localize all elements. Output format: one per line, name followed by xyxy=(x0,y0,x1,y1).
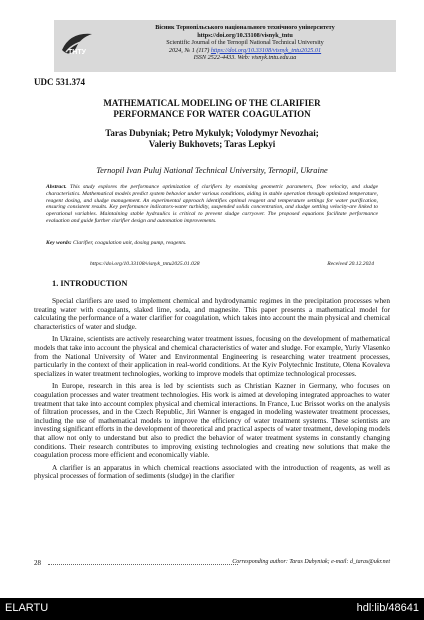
affiliation: Ternopil Ivan Puluj National Technical University, Ternopil, Ukraine xyxy=(96,166,328,175)
paragraph: A clarifier is an apparatus in which chemical reactions associated with the introduction of reagents, as well as physical processes of formation of sediments (sludge) in the clarifier xyxy=(34,462,390,481)
issn-line: ISSN 2522-4433. Web: visnyk.tntu.edu.ua xyxy=(193,54,297,62)
journal-header-text xyxy=(98,24,392,62)
keywords-text: Clarifier, coagulation unit, dosing pump, reagents. xyxy=(73,240,187,246)
udc-code: UDC 531.374 xyxy=(34,77,85,87)
paper-title xyxy=(34,98,390,120)
page-number: 28 xyxy=(34,559,41,567)
authors-line: Valeriy Bukhovets; Taras Lepkyi xyxy=(148,139,276,149)
author-list xyxy=(34,128,390,150)
journal-url[interactable]: https://doi.org/10.33108/visnyk_tntu xyxy=(197,31,293,39)
issue-link[interactable]: https://doi.org/10.33108/visnyk_tntu2025.01 xyxy=(210,46,322,54)
paragraph: Special clarifiers are used to implement chemical and hydrodynamic regimes in the precipitation processes when treating water with coagulants, slaked lime, soda, and magnesite. This paper presents a mathematical model for calculating the performance of a water clarifier for coagulation, which takes into account the main physical and chemical characteristics of water and sludge. xyxy=(34,296,390,331)
received-date: Received 20.12.2024 xyxy=(327,261,374,267)
authors-line: Taras Dubyniak; Petro Mykulyk; Volodymyr Nevozhai; xyxy=(105,128,319,138)
issue-text: 2024, № 1 (117) xyxy=(168,46,210,54)
repository-name: ELARTU xyxy=(5,602,49,614)
paragraph: In Europe, research in this area is led by scientists such as Christian Kazner in Germany, who focuses on coagulation processes and water treatment technologies. His work is aimed at developing integrated approaches to water treatment that take into account complex physical and chemical interactions. In France, Luc Brissot works on the analysis of filtration processes, and in the Czech Republic, Jiri Wanner is engaged in modeling wastewater treatment processes, including the use of mathematical models to improve the efficiency of water treatment systems. These scientists are investing significant efforts in the development of theoretical and practical aspects of water treatment, developing models that allow not only to understand but also to predict the behavior of water treatment systems in constantly changing conditions. Their research contributes to improving existing technologies and creating new solutions that make the coagulation process more efficient and economically viable. xyxy=(34,381,390,460)
section-heading: 1. INTRODUCTION xyxy=(52,279,128,288)
doi-row xyxy=(90,261,374,267)
handle-id: hdl:lib/48641 xyxy=(356,602,419,614)
university-logo-icon xyxy=(60,28,94,62)
journal-title-ua: Вісник Тернопільського національного технічного університету xyxy=(155,24,335,31)
paragraph: In Ukraine, scientists are actively researching water treatment issues, focusing on the development of mathematical models that take into account the physical and chemical characteristics of water and sludge. For example, Yuriy Vlasenko from the National University of Water and Environmental Engineering is researching water treatment processes, particularly in the context of their application in real-world conditions. At the Kyiv Polytechnic Institute, Olena Kovaleva specializes in water treatment technologies, working to improve models that optimize technological processes. xyxy=(34,334,390,378)
abstract-label: Abstract. xyxy=(46,184,67,190)
title-line: PERFORMANCE FOR WATER COAGULATION xyxy=(113,109,311,119)
title-line: MATHEMATICAL MODELING OF THE CLARIFIER xyxy=(103,98,321,108)
issue-line xyxy=(98,47,392,55)
journal-title-en: Scientific Journal of the Ternopil National Technical University xyxy=(166,39,324,47)
article-doi[interactable]: https://doi.org/10.33108/visnyk_tntu2025.01.028 xyxy=(90,261,200,267)
journal-header xyxy=(54,20,396,72)
repository-bar xyxy=(0,598,424,620)
keywords xyxy=(46,240,378,246)
abstract xyxy=(46,184,378,225)
logo-text: ТНТУ xyxy=(68,49,86,56)
corresponding-author: Corresponding author: Taras Dubyniak; e-mail: d_taras@ukr.net xyxy=(232,559,390,565)
footer-divider xyxy=(48,564,238,565)
abstract-text: This study explores the performance optimization of clarifiers by examining geometric parameters, flow velocity, and sludge characteristics. Mathematical models predict system behavior under various conditions, aiding in stable operation through optimized temperature, reagent dosing, and sludge management. An experimental approach identifies optimal reagent and temperature settings for water purification, ensuring consistent results. Key performance indicators-water turbidity, suspended solids concentration, and sludge settling velocity-are linked to operational variables. Maintaining stable hydraulics is critical to prevent sludge carryover. The proposed equations facilitate performance evaluation and guide further clarifier design and automation improvements. xyxy=(46,184,378,224)
body-text xyxy=(34,297,390,485)
keywords-label: Key words: xyxy=(46,240,72,246)
